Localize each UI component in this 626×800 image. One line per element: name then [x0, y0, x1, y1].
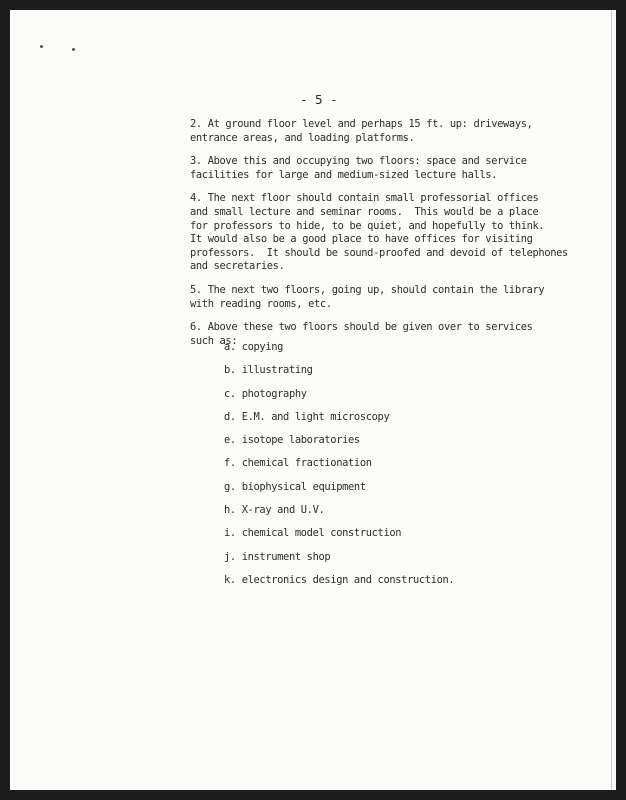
list-item: c. photography [224, 387, 307, 400]
paragraph-4 [190, 192, 610, 274]
paragraph-3 [190, 155, 610, 182]
text-line: 5. The next two floors, going up, should contain the library [190, 283, 545, 296]
paper-speck [40, 45, 43, 48]
text-line: 4. The next floor should contain small professorial offices [190, 192, 539, 205]
list-item: g. biophysical equipment [224, 480, 366, 493]
paragraph-2 [190, 118, 610, 145]
text-line: such as: [190, 334, 238, 347]
list-item: a. copying [224, 341, 284, 353]
page-number: - 5 - [300, 92, 338, 107]
paragraph-5 [190, 284, 610, 311]
text-line: professors. It should be sound-proofed and devoid of telephones [190, 246, 568, 259]
list-item: d. E.M. and light microscopy [224, 410, 390, 423]
text-line: 3. Above this and occupying two floors: space and service [190, 155, 527, 168]
list-item: f. chemical fractionation [224, 457, 372, 470]
text-line: facilities for large and medium-sized lecture halls. [190, 168, 498, 181]
text-line: 6. Above these two floors should be given over to services [190, 321, 533, 334]
text-line: and small lecture and seminar rooms. This would be a place [190, 205, 539, 218]
list-item: j. instrument shop [224, 550, 331, 563]
list-item: h. X-ray and U.V. [224, 504, 325, 517]
services-list [224, 340, 454, 596]
text-line: 2. At ground floor level and perhaps 15 ft. up: driveways, [190, 118, 533, 130]
paper-speck [72, 48, 75, 51]
text-line: for professors to hide, to be quiet, and hopefully to think. [190, 219, 545, 232]
text-line: with reading rooms, etc. [190, 297, 332, 310]
list-item: e. isotope laboratories [224, 434, 360, 447]
list-item: b. illustrating [224, 364, 313, 377]
body-text [190, 118, 610, 358]
text-line: It would also be a good place to have offices for visiting [190, 233, 533, 246]
list-item: i. chemical model construction [224, 527, 402, 540]
page-edge-line [611, 10, 612, 790]
text-line: entrance areas, and loading platforms. [190, 131, 415, 144]
list-item: k. electronics design and construction. [224, 573, 455, 586]
text-line: and secretaries. [190, 260, 285, 273]
document-page [10, 10, 616, 790]
